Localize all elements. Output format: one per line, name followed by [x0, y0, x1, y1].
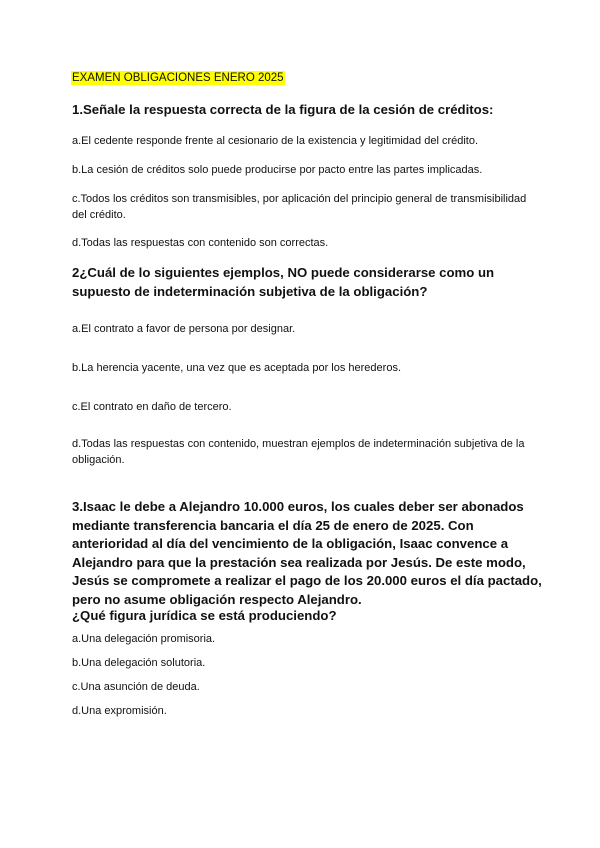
question-2-option-d: d.Todas las respuestas con contenido, muestran ejemplos de indeterminación subjetiva de la obligación.: [72, 438, 525, 466]
question-1: 1.Señale la respuesta correcta de la figura de la cesión de créditos:: [72, 102, 494, 117]
question-1-option-d: d.Todas las respuestas con contenido son correctas.: [72, 237, 329, 249]
question-3-option-b: b.Una delegación solutoria.: [72, 657, 206, 669]
question-2-option-b: b.La herencia yacente, una vez que es aceptada por los herederos.: [72, 362, 402, 374]
question-2-option-c: c.El contrato en daño de tercero.: [72, 401, 232, 413]
exam-title: EXAMEN OBLIGACIONES ENERO 2025: [72, 72, 284, 84]
question-1-option-b: b.La cesión de créditos solo puede producirse por pacto entre las partes implicadas.: [72, 164, 483, 176]
question-1-option-a: a.El cedente responde frente al cesionario de la existencia y legitimidad del crédito.: [72, 135, 479, 147]
question-2-option-a: a.El contrato a favor de persona por designar.: [72, 323, 296, 335]
question-1-option-c: c.Todos los créditos son transmisibles, por aplicación del principio general de transmisibilidad del crédito.: [72, 193, 527, 221]
question-3-subquestion: ¿Qué figura jurídica se está produciendo?: [72, 608, 337, 623]
question-2: 2¿Cuál de lo siguientes ejemplos, NO puede considerarse como un supuesto de indeterminación subjetiva de la obligación?: [72, 265, 495, 299]
question-3-option-d: d.Una expromisión.: [72, 705, 167, 717]
question-3-option-a: a.Una delegación promisoria.: [72, 633, 216, 645]
question-3: 3.Isaac le debe a Alejandro 10.000 euros, los cuales deber ser abonados mediante transferencia bancaria el día 25 de enero de 2025. Con anterioridad al día del vencimiento de la obligación, Isaac convence a Alejandro para que la prestación sea realizada por Jesús. De este modo, Jesús se compromete a realizar el pago de los 20.000 euros el día pactado, pero no asume obligación respecto Alejandro.: [72, 499, 542, 607]
question-3-option-c: c.Una asunción de deuda.: [72, 681, 200, 693]
